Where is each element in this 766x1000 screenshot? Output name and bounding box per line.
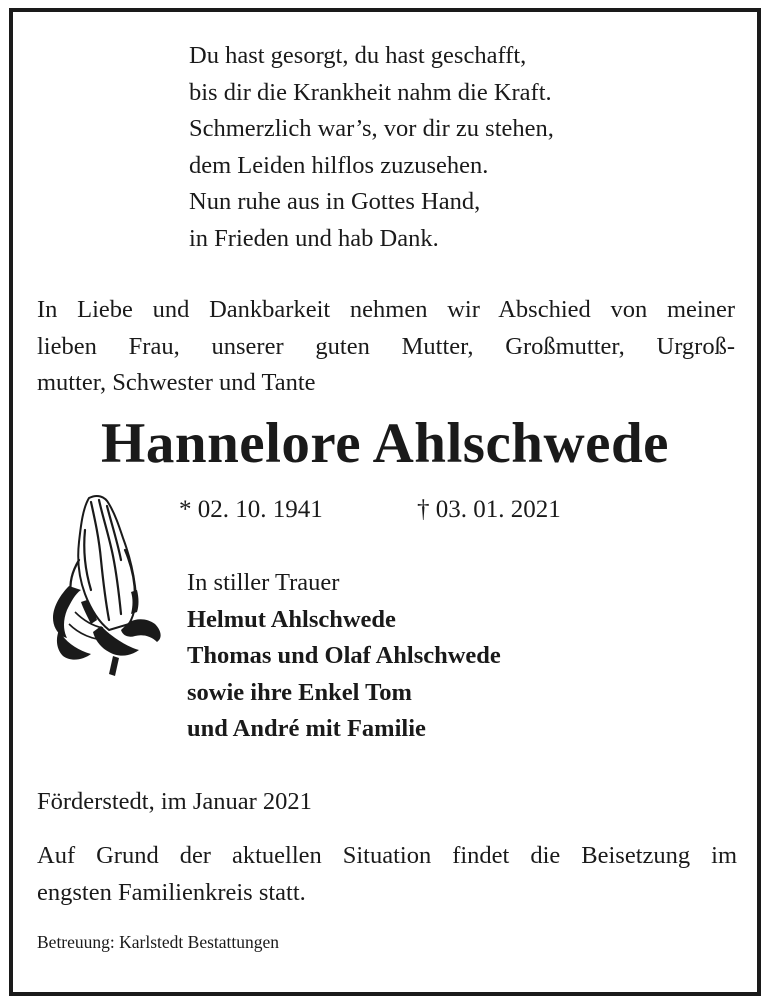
poem-line: bis dir die Krankheit nahm die Kraft. — [189, 78, 552, 106]
farewell-line: mutter, Schwester und Tante — [37, 369, 316, 396]
obituary-notice — [9, 8, 761, 996]
farewell-line: In Liebe und Dankbarkeit nehmen wir Abschied von meiner — [37, 296, 735, 323]
mourner-name: und André mit Familie — [187, 715, 426, 742]
birth-date: * 02. 10. 1941 — [179, 496, 323, 523]
poem-line: Nun ruhe aus in Gottes Hand, — [189, 188, 481, 215]
poem-line: Schmerzlich war’s, vor dir zu stehen, — [189, 115, 554, 142]
mourner-name: Helmut Ahlschwede — [187, 605, 396, 633]
notice-line: engsten Familienkreis statt. — [37, 878, 306, 906]
mourners-block — [187, 565, 501, 748]
place-date: Förderstedt, im Januar 2021 — [37, 788, 312, 815]
poem-line: in Frieden und hab Dank. — [189, 224, 439, 252]
deceased-name: Hannelore Ahlschwede — [101, 412, 669, 475]
poem-line: dem Leiden hilflos zuzusehen. — [189, 151, 489, 179]
notice-line: Auf Grund der aktuellen Situation findet die Beisetzung im — [37, 842, 737, 869]
poem-line: Du hast gesorgt, du hast geschafft, — [189, 42, 527, 69]
death-date: † 03. 01. 2021 — [417, 496, 561, 523]
mourner-name: sowie ihre Enkel Tom — [187, 678, 412, 706]
praying-hands-icon — [39, 490, 165, 682]
mourner-name: Thomas und Olaf Ahlschwede — [187, 642, 501, 669]
poem — [189, 38, 554, 257]
mourning-heading: In stiller Trauer — [187, 569, 340, 596]
funeral-notice — [37, 838, 737, 911]
funeral-home-credit: Betreuung: Karlstedt Bestattungen — [37, 932, 280, 952]
farewell-text — [37, 292, 735, 402]
farewell-line: lieben Frau, unserer guten Mutter, Großmutter, Urgroß- — [37, 332, 735, 360]
